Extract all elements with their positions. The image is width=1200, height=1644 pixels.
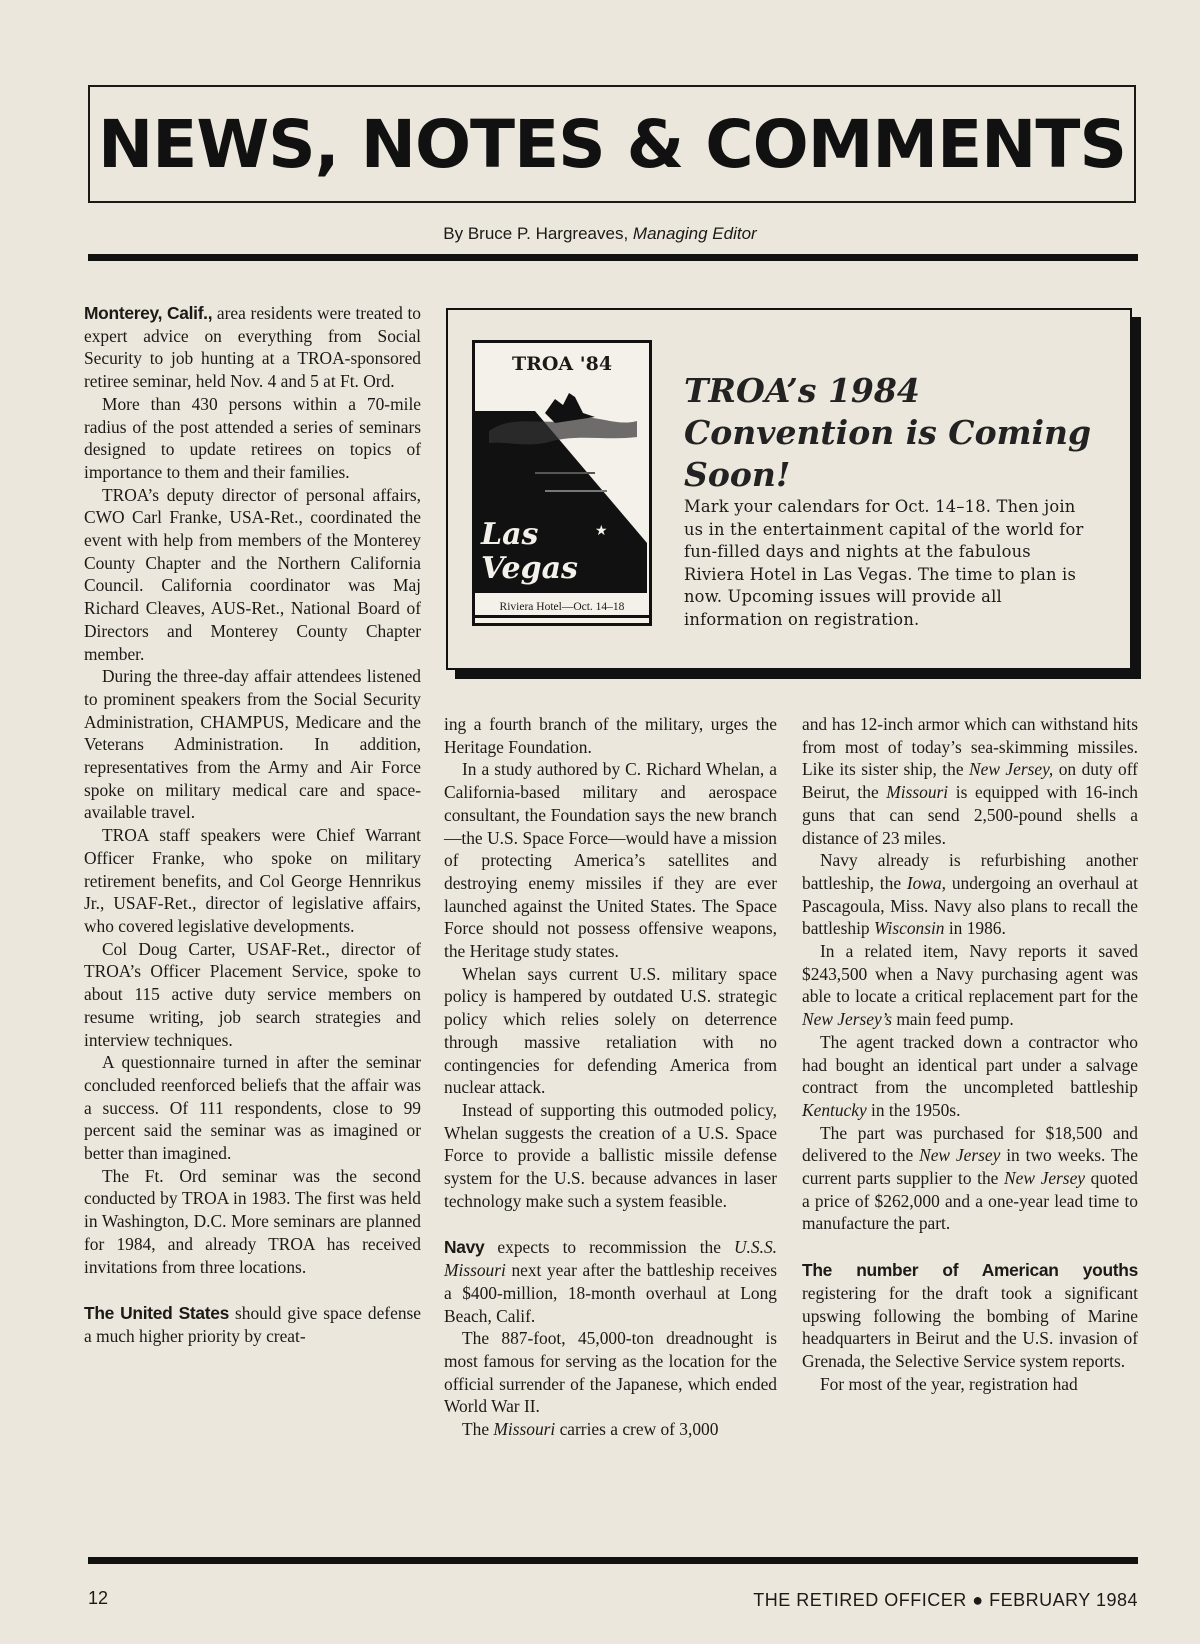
paragraph-text: and has 12-inch armor which can withstand hits from most of today’s sea-skimming missiles. Like its sister ship, the	[802, 714, 1138, 780]
article-column-3	[802, 713, 1138, 1395]
publication-footer: THE RETIRED OFFICER ● FEBRUARY 1984	[753, 1590, 1138, 1610]
paragraph	[802, 940, 1138, 1031]
ad-title: TROA’s 1984 Convention is Coming Soon!	[684, 371, 1092, 494]
poster-city-line: Las	[481, 517, 539, 552]
paragraph: TROA staff speakers were Chief Warrant Officer Franke, who spoke on military retirement benefits, and Col George Hennrikus Jr., USAF-Ret., director of legislative affairs, who covered legislative developments.	[84, 825, 421, 936]
poster-city-line: Vegas	[481, 551, 578, 586]
page-number: 12	[88, 1588, 109, 1608]
article-column-2	[444, 713, 777, 1441]
bottom-rule	[88, 1557, 1138, 1564]
ship-name: Kentucky	[802, 1099, 867, 1120]
paragraph-text: is equipped with 16-inch guns that can send 2,500-pound shells a distance of 23 miles.	[802, 782, 1138, 848]
paragraph-text: on duty off Beirut, the	[802, 759, 1138, 803]
paragraph: TROA’s deputy director of personal affairs, CWO Carl Franke, USA-Ret., coordinated the event with help from members of the Monterey County Chapter and the Northern California Council. California coordinator was Maj Richard Cleaves, AUS-Ret., National Board of Directors and Monterey County Chapter member.	[84, 484, 421, 664]
keyword-lead: The United States	[84, 1303, 230, 1324]
paragraph: During the three-day affair attendees listened to prominent speakers from the Social Security Administration, CHAMPUS, Medicare and the Veterans Administration. In addition, representatives from the Army and Air Force spoke on military medical care and space-available travel.	[84, 666, 421, 823]
paragraph	[802, 1259, 1138, 1373]
byline-role: Managing Editor	[632, 224, 757, 243]
ship-name: New Jersey’s	[802, 1009, 892, 1030]
paragraph: More than 430 persons within a 70-mile radius of the post attended a series of seminars designed to update retirees on topics of importance to them and their families.	[84, 393, 421, 482]
poster-footer: Riviera Hotel—Oct. 14–18	[499, 601, 625, 613]
paragraph-text: should give space defense a much higher priority by creat-	[84, 1303, 421, 1346]
paragraph-text: in 1986.	[944, 918, 1006, 939]
paragraph: The 887-foot, 45,000-ton dreadnought is most famous for serving as the location for the official surrender of the Japanese, which ended World War II.	[444, 1328, 777, 1417]
keyword-lead: The number of American youths	[802, 1260, 1138, 1281]
paragraph: The Ft. Ord seminar was the second conducted by TROA in 1983. The first was held in Washington, D.C. More seminars are planned for 1984, and already TROA has received invitations from three locations.	[84, 1165, 421, 1277]
ship-name: Missouri	[886, 782, 949, 803]
paragraph: A questionnaire turned in after the seminar concluded reenforced beliefs that the affair was a success. Of 111 respondents, close to 99 percent said the seminar was as imagined or better than imagined.	[84, 1052, 421, 1164]
ship-name: Iowa,	[906, 872, 946, 893]
ad-body: Mark your calendars for Oct. 14–18. Then join us in the entertainment capital of the world for fun-filled days and nights at the fabulous Riviera Hotel in Las Vegas. The time to plan is now. Upcoming issues will provide all information on registration.	[684, 497, 1084, 629]
paragraph-text: expects to recommission the	[484, 1237, 734, 1258]
paragraph-text: The agent tracked down a contractor who had bought an identical part under a salvage contract from the uncompleted battleship	[802, 1031, 1138, 1098]
paragraph	[802, 1122, 1138, 1236]
paragraph: ing a fourth branch of the military, urges the Heritage Foundation.	[444, 714, 777, 757]
paragraph: Col Doug Carter, USAF-Ret., director of TROA’s Officer Placement Service, spoke to about 115 active duty service members on resume writing, job search strategies and interview techniques.	[84, 938, 421, 1050]
poster-title: TROA '84	[511, 353, 613, 375]
paragraph	[84, 302, 421, 393]
paragraph-text: registering for the draft took a significant upswing following the bombing of Marine headquarters in Beirut and the U.S. invasion of Grenada, the Selective Service system reports.	[802, 1282, 1138, 1371]
page-title: NEWS, NOTES & COMMENTS	[98, 105, 1126, 183]
ship-name: New Jersey	[919, 1145, 1001, 1166]
svg-text:★: ★	[595, 524, 608, 539]
paragraph: Instead of supporting this outmoded policy, Whelan suggests the creation of a U.S. Space Force to provide a ballistic missile defense system for the U.S. because advances in laser technology make such a system feasible.	[444, 1099, 777, 1211]
keyword-lead: Monterey, Calif.,	[84, 303, 213, 323]
poster-city	[481, 518, 578, 586]
paragraph	[802, 713, 1138, 849]
paragraph-text: Navy already is refurbishing another battleship, the	[802, 850, 1138, 893]
paragraph	[84, 1302, 421, 1347]
paragraph-text: area residents were treated to expert advice on everything from Social Security to job hunting at a TROA-sponsored retiree seminar, held Nov. 4 and 5 at Ft. Ord.	[84, 303, 421, 392]
paragraph-text: The	[462, 1419, 494, 1440]
paragraph-text: next year after the battleship receives a $400-million, 18-month overhaul at Long Beach, Calif.	[444, 1260, 777, 1326]
paragraph-text: quoted a price of $262,000 and a one-year lead time to manufacture the part.	[802, 1168, 1138, 1234]
ship-name: New Jersey,	[969, 759, 1054, 780]
ship-name: New Jersey	[1004, 1168, 1086, 1189]
paragraph-text: main feed pump.	[892, 1009, 1014, 1030]
paragraph: For most of the year, registration had	[820, 1373, 1078, 1394]
convention-ad	[446, 308, 1132, 670]
article-column-1	[84, 302, 421, 1348]
paragraph-text: undergoing an overhaul at Pascagoula, Miss. Navy also plans to recall the battleship	[802, 872, 1138, 939]
paragraph	[802, 849, 1138, 940]
paragraph: Whelan says current U.S. military space policy is hampered by outdated U.S. strategic policy which relies solely on deterrence through massive retaliation with no contingencies for defending America from nuclear attack.	[444, 963, 777, 1098]
ship-name: Wisconsin	[873, 918, 945, 939]
paragraph	[802, 1031, 1138, 1122]
ship-name: U.S.S. Missouri	[444, 1237, 777, 1281]
paragraph-text: in two weeks. The current parts supplier to the	[802, 1145, 1138, 1189]
paragraph-text: In a related item, Navy reports it saved $243,500 when a Navy purchasing agent was able to locate a critical replacement part for the	[802, 941, 1138, 1007]
masthead-box	[88, 85, 1136, 203]
paragraph: In a study authored by C. Richard Whelan, a California-based military and aerospace consultant, the Foundation says the new branch—the U.S. Space Force—would have a mission of protecting America’s satellites and destroying enemy missiles if they are ever launched against the United States. The Space Force should not possess offensive weapons, the Heritage study states.	[444, 759, 777, 962]
ship-name: Missouri	[493, 1419, 556, 1440]
paragraph-text: carries a crew of 3,000	[555, 1419, 719, 1440]
paragraph	[444, 1418, 777, 1441]
paragraph-text: The part was purchased for $18,500 and delivered to the	[802, 1122, 1138, 1166]
paragraph	[444, 1236, 777, 1327]
top-rule	[88, 254, 1138, 261]
byline-author: By Bruce P. Hargreaves,	[443, 224, 629, 243]
keyword-lead: Navy	[444, 1237, 485, 1258]
byline	[0, 224, 1200, 244]
convention-poster	[472, 340, 652, 626]
paragraph-text: in the 1950s.	[866, 1099, 961, 1120]
